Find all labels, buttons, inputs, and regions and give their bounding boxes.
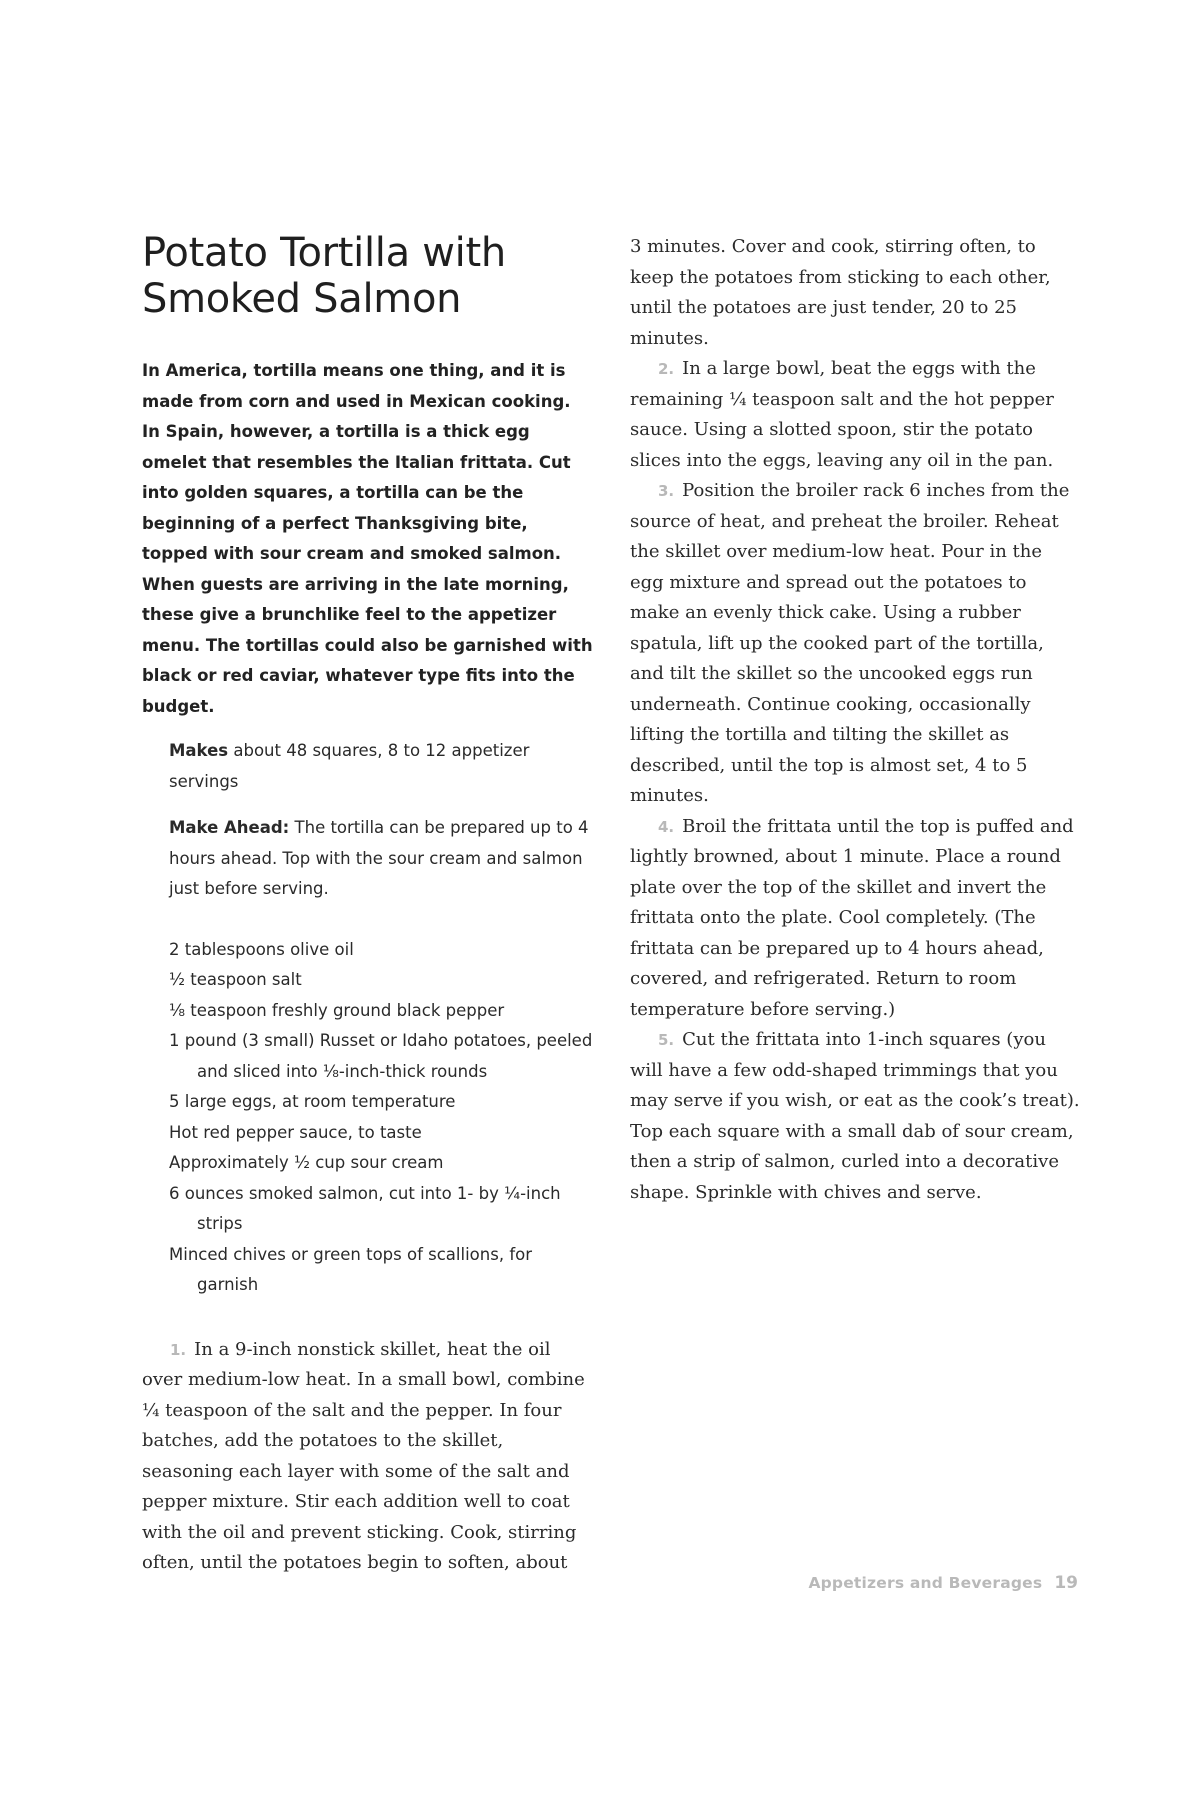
step-3: [630, 476, 1080, 812]
ingredient-item: 6 ounces smoked salmon, cut into 1- by ¼-inch strips: [169, 1183, 561, 1233]
step-number: 5.: [658, 1031, 675, 1049]
ingredient-item: Hot red pepper sauce, to taste: [169, 1122, 422, 1142]
step-number: 1.: [170, 1340, 187, 1359]
ingredient-item: ½ teaspoon salt: [169, 970, 302, 989]
step-text: Position the broiler rack 6 inches from the source of heat, and preheat the broiler. Reheat the skillet over medium-low heat. Pour in the egg mixture and spread out the potatoes to make an evenly thick cake. Using a rubber spatula, lift up the cooked part of the tortilla, and tilt the skillet so the uncooked eggs run underneath. Continue cooking, occasionally lifting the tortilla and tilting the skillet as described, until the top is almost set, 4 to 5 minutes.: [630, 480, 1070, 806]
steps-left: [142, 1335, 594, 1579]
ingredient-list: [169, 935, 594, 1301]
page-number: 19: [1054, 1573, 1078, 1593]
makes-text: about 48 squares, 8 to 12 appetizer servings: [169, 741, 530, 791]
step-text: In a 9-inch nonstick skillet, heat the oil over medium-low heat. In a small bowl, combine ¼ teaspoon of the salt and the pepper. In four batches, add the potatoes to the skillet, seasoning each layer with some of the salt and pepper mixture. Stir each addition well to coat with the oil and prevent sticking. Cook, stirring often, until the potatoes begin to soften, about: [142, 1338, 585, 1573]
step-4: [630, 812, 1080, 1026]
step-1-continued: 3 minutes. Cover and cook, stirring often, to keep the potatoes from sticking to each other, until the potatoes are just tender, 20 to 25 minutes.: [630, 236, 1051, 349]
ingredient-item: 1 pound (3 small) Russet or Idaho potatoes, peeled and sliced into ⅛-inch-thick rounds: [169, 1031, 593, 1081]
step-text: Broil the frittata until the top is puffed and lightly browned, about 1 minute. Place a round plate over the top of the skillet and invert the frittata onto the plate. Cool completely. (The frittata can be prepared up to 4 hours ahead, covered, and refrigerated. Return to room temperature before serving.): [630, 815, 1074, 1020]
makes-label: Makes: [169, 741, 229, 760]
step-2: [630, 354, 1080, 476]
recipe-title: Potato Tortilla with Smoked Salmon: [142, 230, 506, 322]
step-text: In a large bowl, beat the eggs with the remaining ¼ teaspoon salt and the hot pepper sauce. Using a slotted spoon, stir the potato slices into the eggs, leaving any oil in the pan.: [630, 358, 1054, 471]
recipe-intro: In America, tortilla means one thing, and it is made from corn and used in Mexican cooking. In Spain, however, a tortilla is a thick egg omelet that resembles the Italian frittata. Cut into golden squares, a tortilla can be the beginning of a perfect Thanksgiving bite, topped with sour cream and smoked salmon. When guests are arriving in the late morning, these give a brunchlike feel to the appetizer menu. The tortillas could also be garnished with black or red caviar, whatever type fits into the budget.: [142, 361, 593, 716]
step-1: [142, 1335, 594, 1579]
make-ahead-label: Make Ahead:: [169, 818, 290, 837]
ingredient-item: Minced chives or green tops of scallions, for garnish: [169, 1244, 532, 1294]
step-number: 3.: [658, 482, 675, 500]
step-number: 4.: [658, 817, 675, 836]
step-text: Cut the frittata into 1-inch squares (you will have a few odd-shaped trimmings that you may serve if you wish, or eat as the cook’s treat). Top each square with a small dab of sour cream, then a strip of salmon, curled into a decorative shape. Sprinkle with chives and serve.: [630, 1029, 1080, 1203]
make-ahead-line: [169, 813, 594, 905]
left-column: [142, 230, 594, 1579]
page-footer: [808, 1573, 1078, 1593]
step-5: [630, 1025, 1080, 1208]
recipe-info: [169, 736, 594, 905]
right-column: [630, 232, 1080, 1208]
makes-line: [169, 736, 594, 797]
step-number: 2.: [658, 360, 675, 378]
ingredient-item: Approximately ½ cup sour cream: [169, 1153, 444, 1172]
make-ahead-text: The tortilla can be prepared up to 4 hours ahead. Top with the sour cream and salmon just before serving.: [169, 818, 589, 898]
footer-section-title: Appetizers and Beverages: [808, 1574, 1043, 1592]
ingredient-item: 5 large eggs, at room temperature: [169, 1092, 456, 1111]
ingredient-item: 2 tablespoons olive oil: [169, 939, 354, 959]
ingredient-item: ⅛ teaspoon freshly ground black pepper: [169, 1000, 505, 1020]
